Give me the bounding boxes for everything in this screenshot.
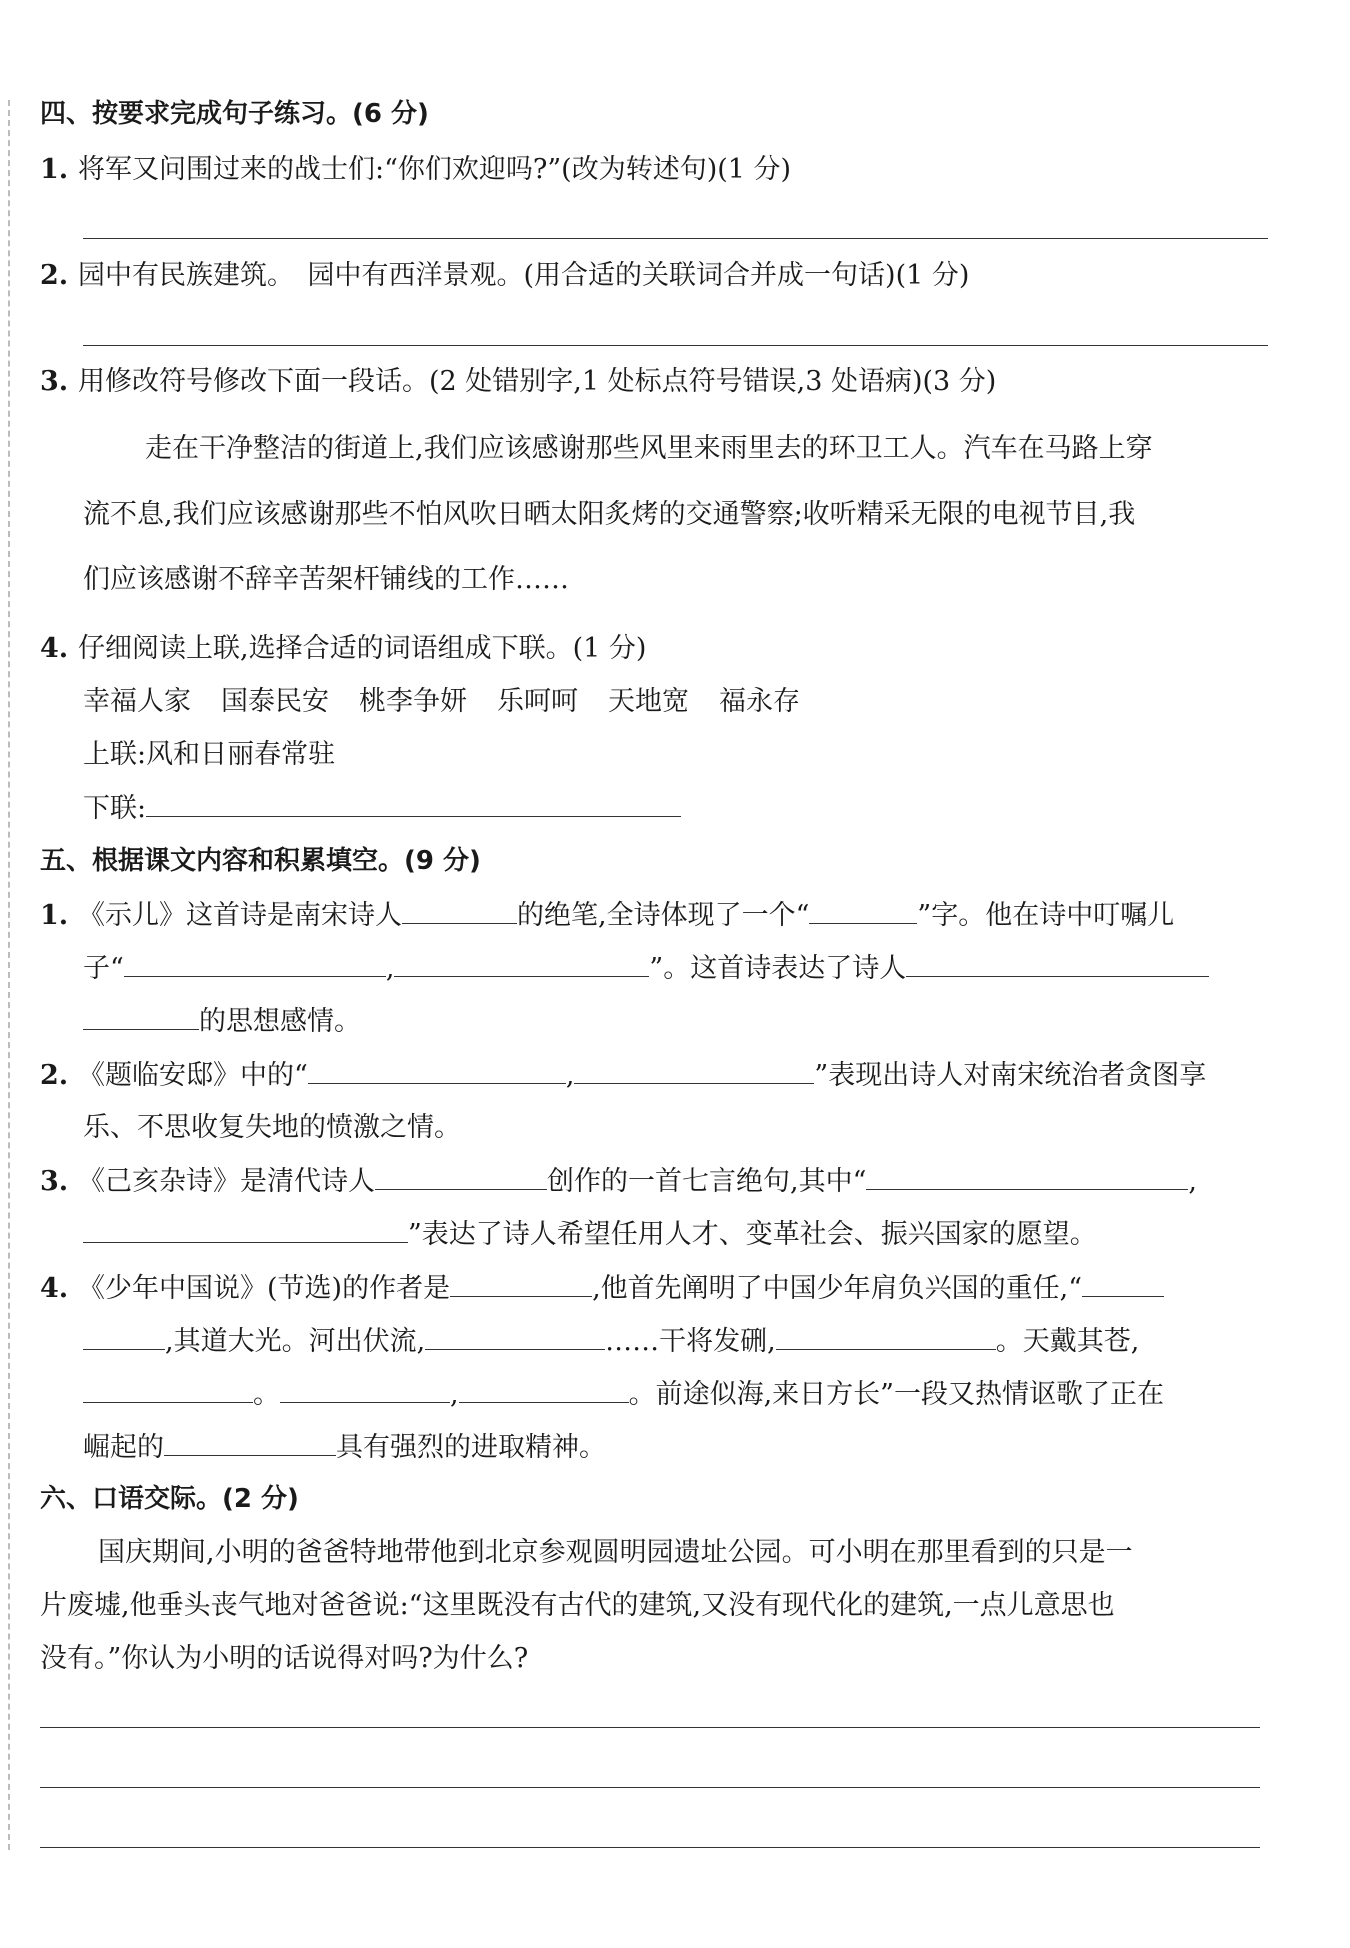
section-4-title: 四、按要求完成句子练习。(6 分)	[40, 99, 429, 129]
text-run: ”表现出诗人对南宋统治者贪图享	[814, 1060, 1207, 1091]
s5-q4-number: 4.	[40, 1273, 69, 1304]
text-run: 。	[253, 1379, 280, 1410]
s4-q2-number: 2.	[40, 260, 69, 291]
fill-blank[interactable]	[402, 897, 517, 924]
section-5-title: 五、根据课文内容和积累填空。(9 分)	[40, 846, 481, 876]
s4-q4-upper-couplet: 上联:风和日丽春常驻	[83, 739, 336, 770]
text-run: ”表达了诗人希望任用人才、变革社会、振兴国家的愿望。	[408, 1219, 1097, 1250]
text-run: 。前途似海,来日方长”一段又热情讴歌了正在	[628, 1379, 1164, 1410]
s4-q4-number: 4.	[40, 633, 69, 664]
s5-q4-line-1	[40, 1270, 1164, 1307]
s6-paragraph-line-1: 国庆期间,小明的爸爸特地带他到北京参观圆明园遗址公园。可小明在那里看到的只是一	[98, 1537, 1133, 1568]
s5-q2-line-1	[40, 1057, 1206, 1094]
fill-blank[interactable]	[308, 1057, 566, 1084]
s5-q2-number: 2.	[40, 1060, 69, 1091]
fill-blank[interactable]	[394, 950, 649, 977]
s6-answer-line-2[interactable]	[40, 1787, 1260, 1788]
fill-blank[interactable]	[450, 1270, 592, 1297]
s4-q2-answer-line[interactable]	[83, 345, 1268, 346]
text-run: ,他首先阐明了中国少年肩负兴国的重任,“	[592, 1273, 1083, 1304]
option-word: 国泰民安	[221, 686, 329, 717]
s4-q1	[40, 152, 791, 188]
s5-q2-line-2: 乐、不思收复失地的愤激之情。	[83, 1112, 461, 1143]
s5-q4-line-2	[83, 1323, 1139, 1360]
s5-q1-line-3	[83, 1003, 361, 1040]
fill-blank[interactable]	[375, 1163, 547, 1190]
s5-q1-number: 1.	[40, 900, 69, 931]
s4-q1-number: 1.	[40, 154, 69, 185]
text-run: ,	[385, 953, 395, 984]
fill-blank[interactable]	[83, 1003, 199, 1030]
s4-q2	[40, 258, 969, 294]
text-run: ”字。他在诗中叮嘱儿	[917, 900, 1175, 931]
text-run: 的绝笔,全诗体现了一个“	[517, 900, 810, 931]
option-word: 福永存	[719, 686, 800, 717]
fill-blank[interactable]	[83, 1376, 253, 1403]
fill-blank[interactable]	[906, 950, 1209, 977]
s6-answer-line-3[interactable]	[40, 1847, 1260, 1848]
fill-blank[interactable]	[776, 1323, 996, 1350]
s4-q3-passage-line-2: 流不息,我们应该感谢那些不怕风吹日晒太阳炙烤的交通警察;收听精采无限的电视节目,我	[83, 499, 1136, 530]
s4-q4-text: 仔细阅读上联,选择合适的词语组成下联。(1 分)	[78, 633, 647, 664]
option-word: 桃李争妍	[359, 686, 467, 717]
s4-q1-text: 将军又问围过来的战士们:“你们欢迎吗?”(改为转述句)(1 分)	[78, 154, 792, 185]
text-run: 《少年中国说》(节选)的作者是	[78, 1273, 451, 1304]
s4-q3-number: 3.	[40, 366, 69, 397]
text-run: 子“	[83, 953, 124, 984]
s6-answer-line-1[interactable]	[40, 1727, 1260, 1728]
s5-q3-number: 3.	[40, 1166, 69, 1197]
lower-couplet-blank[interactable]	[146, 790, 681, 817]
s5-q4-line-3	[83, 1376, 1164, 1413]
fill-blank[interactable]	[83, 1323, 165, 1350]
text-run: ……干将发硎,	[605, 1326, 776, 1357]
fill-blank[interactable]	[1082, 1270, 1164, 1297]
text-run: ,	[1188, 1166, 1197, 1197]
text-run: ,	[565, 1060, 575, 1091]
fill-blank[interactable]	[83, 1216, 408, 1243]
s5-q3-line-1	[40, 1163, 1197, 1200]
s4-q1-answer-line[interactable]	[83, 238, 1268, 239]
s4-q2-text: 园中有民族建筑。 园中有西洋景观。(用合适的关联词合并成一句话)(1 分)	[78, 260, 970, 291]
s4-q4	[40, 631, 646, 667]
s4-q4-lower-couplet	[83, 790, 681, 827]
text-run: 崛起的	[83, 1432, 164, 1463]
fill-blank[interactable]	[425, 1323, 605, 1350]
lower-couplet-label: 下联:	[83, 793, 147, 824]
fill-blank[interactable]	[280, 1376, 450, 1403]
fill-blank[interactable]	[866, 1163, 1188, 1190]
s4-q3-passage-line-3: 们应该感谢不辞辛苦架杆铺线的工作……	[83, 564, 569, 595]
fill-blank[interactable]	[124, 950, 386, 977]
text-run: 的思想感情。	[199, 1006, 361, 1037]
s4-q3-text: 用修改符号修改下面一段话。(2 处错别字,1 处标点符号错误,3 处语病)(3 分)	[78, 366, 997, 397]
text-run: ,其道大光。河出伏流,	[165, 1326, 426, 1357]
text-run: ,	[450, 1379, 459, 1410]
s4-q3-passage-line-1: 走在干净整洁的街道上,我们应该感谢那些风里来雨里去的环卫工人。汽车在马路上穿	[145, 433, 1153, 464]
s6-paragraph-line-2: 片废墟,他垂头丧气地对爸爸说:“这里既没有古代的建筑,又没有现代化的建筑,一点儿意思也	[40, 1590, 1115, 1621]
fill-blank[interactable]	[809, 897, 917, 924]
s5-q4-line-4	[83, 1429, 606, 1466]
s6-paragraph-line-3: 没有。”你认为小明的话说得对吗?为什么?	[40, 1643, 529, 1674]
fill-blank[interactable]	[164, 1429, 336, 1456]
binding-margin-line	[8, 100, 10, 1850]
text-run: 。天戴其苍,	[995, 1326, 1140, 1357]
option-word: 天地宽	[608, 686, 689, 717]
s5-q1-line-1	[40, 897, 1174, 934]
text-run: ”。这首诗表达了诗人	[649, 953, 907, 984]
option-word: 乐呵呵	[497, 686, 578, 717]
text-run: 《题临安邸》中的“	[78, 1060, 308, 1091]
text-run: 《己亥杂诗》是清代诗人	[78, 1166, 375, 1197]
s4-q3	[40, 364, 996, 400]
s4-q4-options	[83, 684, 800, 720]
text-run: 创作的一首七言绝句,其中“	[547, 1166, 867, 1197]
text-run: 《示儿》这首诗是南宋诗人	[78, 900, 402, 931]
s5-q1-line-2	[83, 950, 1209, 987]
section-6-title: 六、口语交际。(2 分)	[40, 1484, 299, 1514]
s5-q3-line-2	[83, 1216, 1097, 1253]
fill-blank[interactable]	[459, 1376, 629, 1403]
fill-blank[interactable]	[574, 1057, 814, 1084]
option-word: 幸福人家	[83, 686, 191, 717]
text-run: 具有强烈的进取精神。	[336, 1432, 606, 1463]
